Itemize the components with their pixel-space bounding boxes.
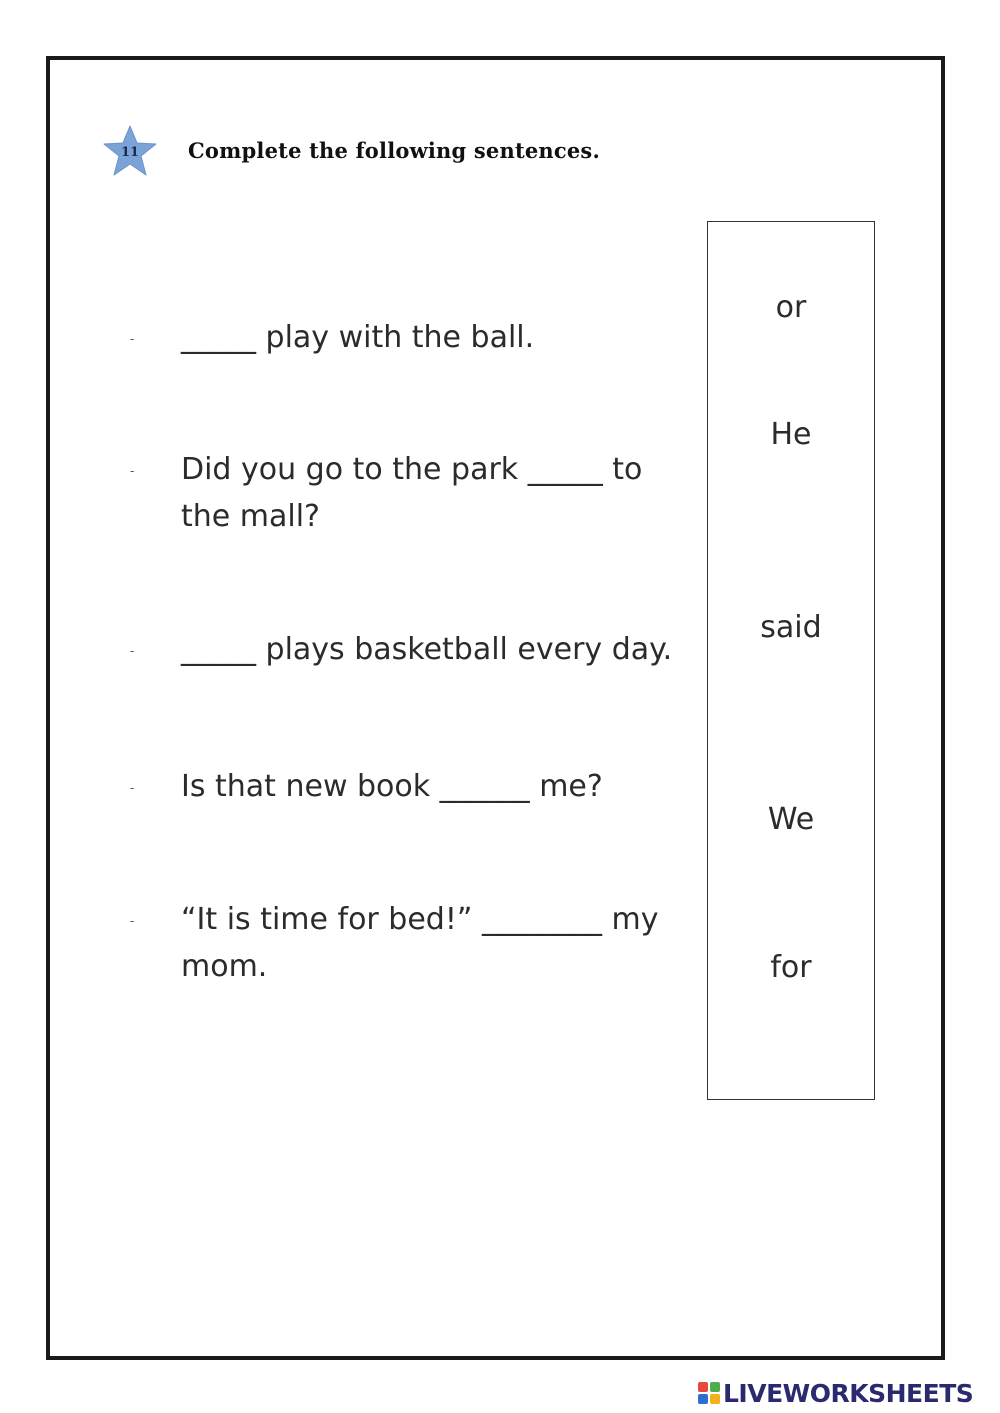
sentence-text: Did you go to the park _____ to the mall?: [181, 452, 643, 534]
word-bank-item[interactable]: We: [767, 802, 815, 837]
word-bank-item[interactable]: He: [770, 417, 812, 452]
word-bank-item[interactable]: or: [775, 290, 807, 325]
instruction-heading: Complete the following sentences.: [188, 138, 600, 163]
list-marker: -: [130, 332, 135, 346]
list-marker: -: [130, 644, 135, 658]
sentence-text: “It is time for bed!” ________ my mom.: [181, 902, 659, 984]
sentence-text: _____ play with the ball.: [181, 320, 535, 355]
exercise-number-badge: [102, 124, 158, 178]
liveworksheets-logo-icon: [698, 1382, 720, 1404]
exercise-number: 11: [120, 145, 140, 160]
list-marker: -: [130, 781, 135, 795]
word-bank-item[interactable]: for: [770, 950, 812, 985]
list-marker: -: [130, 914, 135, 928]
brand-name: LIVEWORKSHEETS: [723, 1378, 974, 1408]
word-bank-item[interactable]: said: [760, 610, 822, 645]
list-marker: -: [130, 464, 135, 478]
sentence-text: Is that new book ______ me?: [181, 769, 603, 804]
sentence-text: _____ plays basketball every day.: [181, 632, 673, 667]
word-bank: [707, 221, 875, 1100]
brand-watermark: [698, 1378, 973, 1408]
